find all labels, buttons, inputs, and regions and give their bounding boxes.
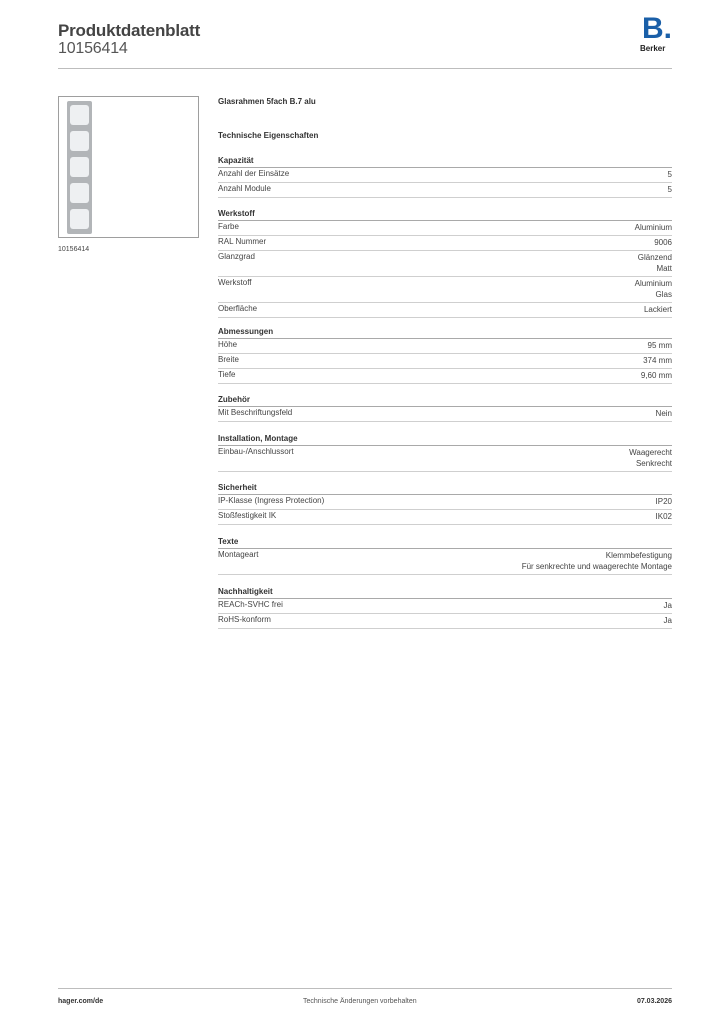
spec-value [656,511,672,522]
spec-label: REACh-SVHC frei [218,600,283,609]
spec-value [668,169,672,180]
spec-value [648,340,672,351]
spec-value-line: Waagerecht [629,448,672,457]
spec-row [218,407,672,422]
spec-value-line: Senkrecht [635,459,672,468]
spec-value [664,600,672,611]
header-divider [58,68,672,69]
spec-value [664,615,672,626]
spec-row [218,495,672,510]
spec-label: Stoßfestigkeit IK [218,511,277,520]
spec-value [641,370,672,381]
footer-website: hager.com/de [58,998,104,1005]
spec-value-line: Glas [655,290,672,299]
spec-value-line: 9006 [654,238,672,247]
section-heading: Technische Eigenschaften [218,131,319,140]
group-title: Installation, Montage [218,434,298,443]
spec-label: Mit Beschriftungsfeld [218,408,293,417]
group-title: Kapazität [218,156,254,165]
spec-label: Werkstoff [218,278,252,287]
spec-value-line: Klemmbefestigung [605,551,672,560]
footer-date: 07.03.2026 [636,998,672,1005]
frame-slot [70,157,89,177]
spec-value [638,252,672,274]
spec-row [218,183,672,198]
glass-frame-icon [67,101,92,234]
spec-value [668,184,672,195]
spec-value-line: IP20 [655,497,672,506]
spec-row [218,510,672,525]
spec-value [656,496,672,507]
spec-row [218,221,672,236]
spec-label: RoHS-konform [218,615,271,624]
logo-letter: B. [642,12,672,45]
spec-value-line: Glänzend [637,253,672,262]
frame-slot [70,183,89,203]
group-title: Sicherheit [218,483,257,492]
spec-label: Anzahl der Einsätze [218,169,290,178]
frame-slot [70,209,89,229]
product-image [58,96,199,238]
footer-divider [58,988,672,989]
spec-value-line: 9,60 mm [640,371,672,380]
spec-value-line: Für senkrechte und waagerechte Montage [521,562,672,571]
spec-label: Tiefe [218,370,236,379]
spec-label: Einbau-/Anschlussort [218,447,294,456]
spec-value [629,447,672,469]
spec-value-line: Nein [655,409,672,418]
spec-value-line: 5 [667,170,672,179]
product-name: Glasrahmen 5fach B.7 alu [218,97,316,106]
spec-label: IP-Klasse (Ingress Protection) [218,496,325,505]
spec-row [218,354,672,369]
spec-value [635,222,672,233]
spec-value-line: 374 mm [643,356,672,365]
spec-value-line: IK02 [655,512,672,521]
spec-row [218,303,672,318]
frame-slot [70,131,89,151]
spec-value [522,550,672,572]
spec-value [644,304,672,315]
spec-label: Breite [218,355,239,364]
image-caption: 10156414 [58,246,90,253]
spec-value-line: Lackiert [643,305,672,314]
group-title: Zubehör [218,395,250,404]
spec-value [635,278,672,300]
spec-value-line: 95 mm [647,341,672,350]
group-title: Werkstoff [218,209,255,218]
article-number: 10156414 [58,40,128,57]
spec-label: Höhe [218,340,238,349]
berker-logo [640,12,674,54]
footer-disclaimer: Technische Änderungen vorbehalten [303,998,417,1005]
spec-value-line: Aluminium [634,223,672,232]
spec-row [218,251,672,277]
spec-row [218,446,672,472]
spec-label: Montageart [218,550,259,559]
spec-row [218,339,672,354]
spec-value-line: Aluminium [634,279,672,288]
spec-value-line: Ja [663,616,672,625]
spec-row [218,236,672,251]
spec-label: Farbe [218,222,239,231]
spec-value [656,408,672,419]
spec-value-line: Matt [656,264,672,273]
spec-value-line: Ja [663,601,672,610]
logo-name: Berker [640,44,666,53]
spec-label: RAL Nummer [218,237,267,246]
frame-slot [70,105,89,125]
spec-label: Anzahl Module [218,184,271,193]
spec-value [643,355,672,366]
group-title: Nachhaltigkeit [218,587,273,596]
group-title: Texte [218,537,239,546]
spec-value-line: 5 [667,185,672,194]
spec-row [218,369,672,384]
spec-row [218,599,672,614]
spec-row [218,277,672,303]
spec-label: Oberfläche [218,304,258,313]
spec-row [218,614,672,629]
page-title: Produktdatenblatt [58,21,201,40]
group-title: Abmessungen [218,327,274,336]
spec-value [654,237,672,248]
spec-label: Glanzgrad [218,252,255,261]
spec-row [218,549,672,575]
spec-row [218,168,672,183]
